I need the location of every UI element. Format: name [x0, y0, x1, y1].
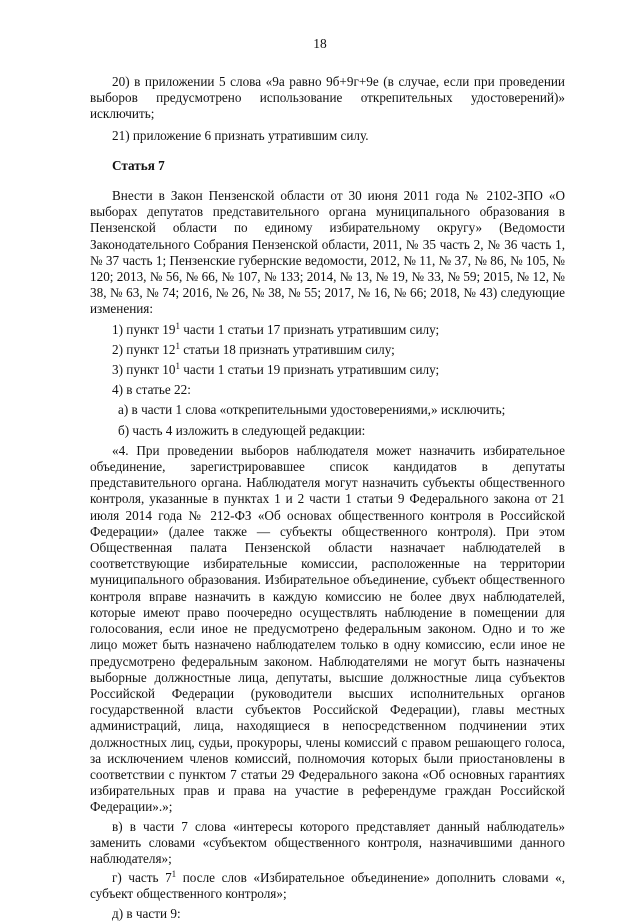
list-item-text: 1) пункт 19 [112, 321, 176, 337]
subitem-text: г) часть 7 [112, 870, 172, 886]
superscript: 1 [175, 320, 180, 331]
subitem-text: после слов «Избирательное объединение» дополнить словами «, субъект общественного контроля»; [90, 870, 565, 902]
subitem-a: а) в части 1 слова «открепительными удостоверениями,» исключить; [118, 402, 506, 418]
document-body [90, 74, 565, 922]
article-heading: Статья 7 [112, 157, 165, 173]
quoted-paragraph: «4. При проведении выборов наблюдателя может назначить избирательное объединение, зарегистрировавшее список кандидатов в депутаты представительного органа. Наблюдателя могут назначить субъекты общественного контроля, указанные в пунктах 1 и 2 части 1 статьи 9 Федерального закона от 21 июля 2014 года № 212-ФЗ «Об основах общественного контроля в Российской Федерации» (далее также — субъекты общественного контроля). При этом Общественная палата Пензенской области назначает наблюдателей в соответствующие избирательные комиссии, расположенные на территории муниципального образования. Избирательное объединение, субъект общественного контроля вправе назначить в каждую комиссию не более двух наблюдателей, которые имеют право поочередно осуществлять наблюдение в помещении для голосования, если иное не предусмотрено федеральным законом. Одно и то же лицо может быть назначено наблюдателем только в одну комиссию, если иное не предусмотрено федеральным законом. Наблюдателями не могут быть назначены выборные должностные лица, депутаты, высшие должностные лица субъектов Российской Федерации (руководители высших исполнительных органов государственной власти субъектов Российской Федерации), главы местных администраций, лица, находящиеся в непосредственном подчинении этих должностных лиц, судьи, прокуроры, члены комиссий с правом решающего голоса, за исключением членов комиссий, полномочия которых были приостановлены в соответствии с пунктом 7 статьи 29 Федерального закона «Об основных гарантиях избирательных прав и права на участие в референдуме граждан Российской Федерации».»; [90, 442, 565, 815]
list-item-2 [90, 342, 565, 358]
page-number: 18 [313, 36, 327, 51]
list-item-text: 3) пункт 10 [112, 362, 176, 378]
item-20: 20) в приложении 5 слова «9а равно 9б+9г+9е (в случае, если при проведении выборов предусмотрено использование открепительных удостоверений)» исключить; [90, 74, 565, 122]
list-item-4: 4) в статье 22: [112, 382, 191, 398]
list-item-text: статьи 18 признать утратившим силу; [179, 341, 395, 357]
article-intro: Внести в Закон Пензенской области от 30 июня 2011 года № 2102-ЗПО «О выборах депутатов представительного органа муниципального образования в Пензенской области по единому избирательному округу» (Ведомости Законодательного Собрания Пензенской области, 2011, № 35 часть 2, № 36 часть 1, № 37 часть 1; Пензенские губернские ведомости, 2012, № 11, № 37, № 86, № 105, № 120; 2013, № 56, № 66, № 107, № 133; 2014, № 13, № 19, № 33, № 59; 2015, № 12, № 38, № 63, № 74; 2016, № 26, № 38, № 55; 2017, № 16, № 66; 2018, № 43) следующие изменения: [90, 188, 565, 317]
superscript: 1 [175, 340, 180, 351]
subitem-b: б) часть 4 изложить в следующей редакции: [118, 422, 366, 438]
item-21: 21) приложение 6 признать утратившим силу. [112, 127, 369, 143]
superscript: 1 [175, 361, 180, 372]
list-item-3 [90, 362, 565, 378]
superscript: 1 [171, 869, 177, 880]
list-item-text: части 1 статьи 19 признать утратившим силу; [179, 362, 440, 378]
list-item-1 [90, 322, 565, 338]
subitem-d: д) в части 9: [112, 905, 181, 921]
subitem-g [90, 870, 565, 902]
subitem-v: в) в части 7 слова «интересы которого представляет данный наблюдатель» заменить словами «субъектом общественного контроля, назначившими данного наблюдателя»; [90, 818, 565, 866]
list-item-text: части 1 статьи 17 признать утратившим силу; [179, 321, 440, 337]
list-item-text: 2) пункт 12 [112, 341, 176, 357]
